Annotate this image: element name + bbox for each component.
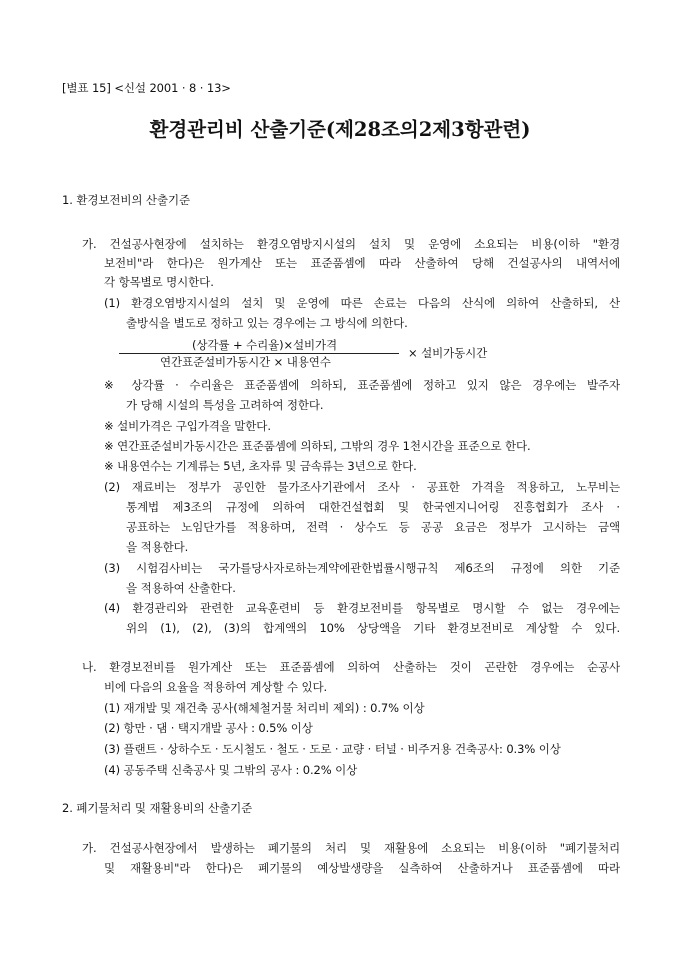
formula-numerator: (상각률 + 수리율)×설비가격 xyxy=(192,338,338,352)
section-1-ga-line: 보전비"라 한다)은 원가계산 또는 표준품셈에 따라 산출하여 당해 건설공사의 내역서에 xyxy=(104,256,620,270)
rate-item: (2) 항만 · 댐 · 택지개발 공사 : 0.5% 이상 xyxy=(104,721,313,735)
section-1-na-line: 나. 환경보전비를 원가계산 또는 표준품셈에 의하여 산출하는 것이 곤란한 경우에는 순공사 xyxy=(82,660,620,674)
rate-item: (4) 공동주택 신축공사 및 그밖의 공사 : 0.2% 이상 xyxy=(104,763,358,777)
item-1-line: (1) 환경오염방지시설의 설치 및 운영에 따른 손료는 다음의 산식에 의하여 산출하되, 산 xyxy=(104,296,620,310)
item-2-line: (2) 재료비는 정부가 공인한 물가조사기관에서 조사 · 공표한 가격을 적용하고, 노무비는 xyxy=(104,480,620,494)
section-1-na-line: 비에 다음의 요율을 적용하여 계상할 수 있다. xyxy=(104,680,328,694)
section-1-heading: 1. 환경보전비의 산출기준 xyxy=(62,193,190,207)
page-title: 환경관리비 산출기준(제28조의2제3항관련) xyxy=(149,118,531,141)
note-line: ※ 내용연수는 기계류는 5년, 초자류 및 금속류는 3년으로 한다. xyxy=(104,459,417,473)
rate-item: (1) 재개발 및 재건축 공사(해체철거물 처리비 제외) : 0.7% 이상 xyxy=(104,701,425,715)
item-2-line: 을 적용한다. xyxy=(126,540,189,554)
section-1-ga-line: 가. 건설공사현장에 설치하는 환경오염방지시설의 설치 및 운영에 소요되는 비용(이하 "환경 xyxy=(82,237,620,251)
section-1-ga-line: 각 항목별로 명시한다. xyxy=(104,275,214,289)
item-2-line: 통계법 제3조의 규정에 의하여 대한건설협회 및 한국엔지니어링 진흥협회가 조사 · xyxy=(126,500,620,514)
item-2-line: 공표하는 노임단가를 적용하며, 전력 · 상수도 등 공공 요금은 정부가 고시하는 금액 xyxy=(126,520,620,534)
note-line: ※ 설비가격은 구입가격을 말한다. xyxy=(104,419,271,433)
item-3-line: 을 적용하여 산출한다. xyxy=(126,581,236,595)
note-line: ※ 상각률 · 수리율은 표준품셈에 의하되, 표준품셈에 정하고 있지 않은 경우에는 발주자 xyxy=(104,378,620,392)
note-line: ※ 연간표준설비가동시간은 표준품셈에 의하되, 그밖의 경우 1천시간을 표준으로 한다. xyxy=(104,439,531,453)
formula-denominator: 연간표준설비가동시간 × 내용연수 xyxy=(160,355,331,369)
item-3-line: (3) 시험검사비는 국가를당사자로하는계약에관한법률시행규칙 제6조의 규정에 의한 기준 xyxy=(104,561,620,575)
formula-multiplier: × 설비가동시간 xyxy=(408,346,488,360)
item-4-line: (4) 환경관리와 관련한 교육훈련비 등 환경보전비를 항목별로 명시할 수 없는 경우에는 xyxy=(104,601,620,615)
note-line: 가 당해 시설의 특성을 고려하여 정한다. xyxy=(126,398,324,412)
annex-header: [별표 15] <신설 2001 · 8 · 13> xyxy=(62,81,231,95)
section-2-ga-line: 가. 건설공사현장에서 발생하는 폐기물의 처리 및 재활용에 소요되는 비용(이하 "폐기물처리 xyxy=(82,841,620,855)
section-2-ga-line: 및 재활용비"라 한다)은 폐기물의 예상발생량을 실측하여 산출하거나 표준품셈에 따라 xyxy=(104,861,620,875)
item-4-line: 위의 (1), (2), (3)의 합계액의 10% 상당액을 기타 환경보전비로 계상할 수 있다. xyxy=(126,621,620,635)
item-1-line: 출방식을 별도로 정하고 있는 경우에는 그 방식에 의한다. xyxy=(126,316,408,330)
rate-item: (3) 플랜트 · 상하수도 · 도시철도 · 철도 · 도로 · 교량 · 터널 · 비주거용 건축공사: 0.3% 이상 xyxy=(104,742,561,756)
section-2-heading: 2. 폐기물처리 및 재활용비의 산출기준 xyxy=(62,801,253,815)
